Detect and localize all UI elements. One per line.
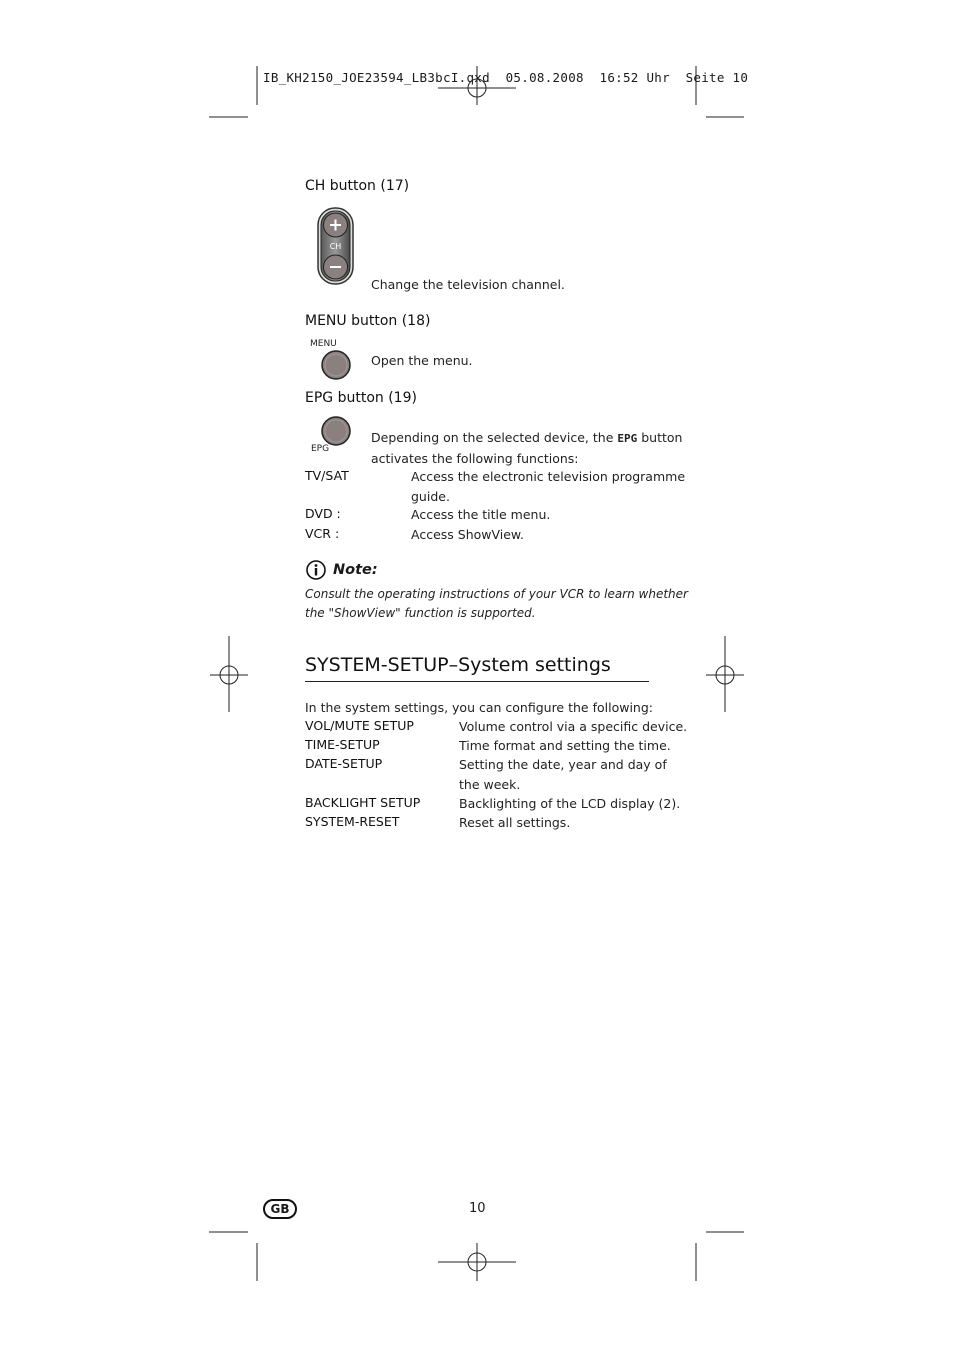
- setting-description: Backlighting of the LCD display (2).: [459, 796, 681, 811]
- page-number: 10: [469, 1201, 486, 1216]
- system-intro: In the system settings, you can configure the following:: [305, 700, 653, 715]
- setting-description-line2: the week.: [459, 776, 521, 792]
- epg-icon-label: EPG: [311, 444, 330, 454]
- setting-label: BACKLIGHT SETUP: [305, 795, 421, 810]
- ch-icon-label: CH: [329, 242, 342, 251]
- note-text: [305, 585, 688, 622]
- setting-description: [459, 755, 667, 794]
- info-icon: [305, 559, 327, 581]
- note-line2: the "ShowView" function is supported.: [305, 605, 536, 620]
- setting-description-line1: Setting the date, year and day of: [459, 757, 667, 772]
- language-badge: GB: [263, 1199, 297, 1219]
- note-line1: Consult the operating instructions of your VCR to learn whether: [305, 587, 688, 601]
- ch-rocker-icon: [316, 207, 356, 287]
- setting-description: Volume control via a specific device.: [459, 719, 688, 734]
- epg-function-text: Access ShowView.: [411, 527, 524, 542]
- menu-description: Open the menu.: [371, 353, 473, 368]
- menu-button-icon: [320, 349, 352, 381]
- setting-label: DATE-SETUP: [305, 756, 383, 771]
- epg-function-label: TV/SAT: [305, 468, 349, 483]
- setting-label: SYSTEM-RESET: [305, 814, 400, 829]
- ch-description: Change the television channel.: [371, 277, 565, 292]
- epg-desc-key: EPG: [617, 432, 638, 445]
- menu-icon-label: MENU: [310, 339, 337, 349]
- epg-function-line2: guide.: [411, 488, 450, 504]
- setting-description: Time format and setting the time.: [459, 738, 671, 753]
- epg-description: [371, 428, 682, 468]
- epg-function-line1: Access the electronic television programme: [411, 469, 686, 484]
- epg-desc-line2: activates the following functions:: [371, 450, 579, 466]
- file-slug: IB_KH2150_JOE23594_LB3bcI.qxd 05.08.2008 16:52 Uhr Seite 10: [263, 70, 749, 85]
- ch-heading: CH button (17): [305, 178, 410, 194]
- section-rule: [305, 681, 649, 682]
- setting-description: Reset all settings.: [459, 815, 571, 830]
- menu-heading: MENU button (18): [305, 313, 431, 329]
- epg-function-text: [411, 467, 685, 506]
- setting-label: VOL/MUTE SETUP: [305, 718, 414, 733]
- note-title: Note:: [333, 562, 378, 578]
- setting-label: TIME-SETUP: [305, 737, 380, 752]
- epg-desc-pre: Depending on the selected device, the: [371, 430, 618, 445]
- epg-desc-post: button: [637, 430, 683, 445]
- epg-function-label: VCR :: [305, 526, 340, 541]
- epg-heading: EPG button (19): [305, 390, 417, 406]
- epg-function-text: Access the title menu.: [411, 507, 551, 522]
- epg-function-label: DVD :: [305, 506, 341, 521]
- section-title: SYSTEM-SETUP–System settings: [305, 654, 611, 676]
